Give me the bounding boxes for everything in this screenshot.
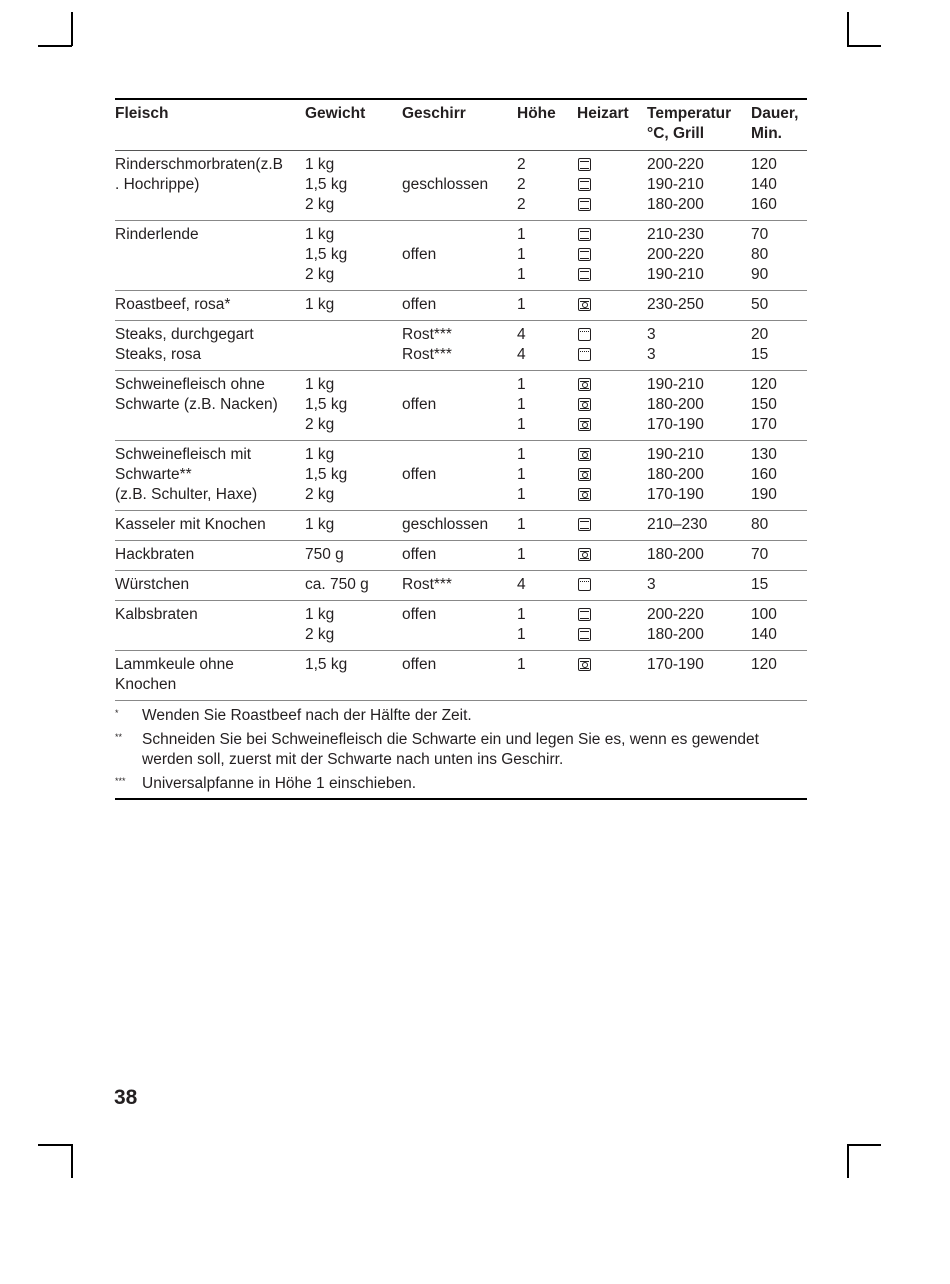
height-cell <box>517 571 577 601</box>
footnote <box>115 730 807 770</box>
temperature-value: 3 <box>647 326 656 343</box>
top-bottom-heat-icon <box>578 228 591 241</box>
heating-mode-line <box>577 445 637 465</box>
duration-value: 80 <box>751 246 769 263</box>
header-dish: Geschirr <box>402 100 517 151</box>
footnote-marker: ** <box>115 732 123 742</box>
temperature-value: 230-250 <box>647 296 704 313</box>
table-row <box>115 371 807 441</box>
fan-glyph <box>582 382 588 388</box>
circulating-air-fan-icon <box>578 378 591 391</box>
weight-value: 1,5 kg <box>305 396 348 413</box>
temperature-cell <box>647 601 751 651</box>
meat-cell <box>115 541 305 571</box>
temperature-value: 180-200 <box>647 626 704 643</box>
heating-mode-line <box>577 245 637 265</box>
height-value: 1 <box>517 656 526 673</box>
dish-value: offen <box>402 466 437 483</box>
duration-value: 70 <box>751 226 769 243</box>
circulating-air-fan-icon <box>578 298 591 311</box>
fan-glyph <box>582 302 588 308</box>
meat-label: Kalbsbraten <box>115 606 198 623</box>
height-value: 1 <box>517 376 526 393</box>
heating-mode-line <box>577 575 637 595</box>
weight-value: 1 kg <box>305 296 335 313</box>
meat-cell <box>115 441 305 511</box>
grill-icon <box>578 348 591 361</box>
dish-value: geschlossen <box>402 176 489 193</box>
meat-cell <box>115 321 305 371</box>
temperature-value: 180-200 <box>647 196 704 213</box>
meat-label: Schwarte (z.B. Nacken) <box>115 396 278 413</box>
weight-value: 1 kg <box>305 156 335 173</box>
meat-label: Schweinefleisch mit <box>115 446 252 463</box>
top-bottom-heat-icon <box>578 518 591 531</box>
temperature-value: 170-190 <box>647 486 704 503</box>
duration-cell <box>751 511 807 541</box>
duration-value: 120 <box>751 376 777 393</box>
dish-cell <box>402 541 517 571</box>
height-value: 1 <box>517 606 526 623</box>
footnote-text: Universalpfanne in Höhe 1 einschieben. <box>142 775 417 792</box>
heating-mode-line <box>577 295 637 315</box>
table-row <box>115 511 807 541</box>
duration-value: 150 <box>751 396 777 413</box>
heating-mode-cell <box>577 321 647 371</box>
heating-mode-line <box>577 155 637 175</box>
duration-cell <box>751 601 807 651</box>
top-bottom-heat-icon <box>578 198 591 211</box>
weight-value: 750 g <box>305 546 344 563</box>
heating-mode-line <box>577 625 637 645</box>
table-row <box>115 151 807 221</box>
temperature-value: 190-210 <box>647 176 704 193</box>
temperature-cell <box>647 441 751 511</box>
height-value: 1 <box>517 296 526 313</box>
heating-mode-cell <box>577 371 647 441</box>
meat-label: Roastbeef, rosa* <box>115 296 231 313</box>
height-cell <box>517 651 577 701</box>
height-value: 1 <box>517 396 526 413</box>
heating-mode-line <box>577 485 637 505</box>
heating-mode-line <box>577 225 637 245</box>
heating-mode-cell <box>577 291 647 321</box>
meat-label: Hackbraten <box>115 546 195 563</box>
weight-cell <box>305 441 402 511</box>
temperature-cell <box>647 321 751 371</box>
temperature-cell <box>647 221 751 291</box>
circulating-air-fan-icon <box>578 398 591 411</box>
weight-cell <box>305 511 402 541</box>
crop-mark-bottom-right-h <box>847 1144 881 1146</box>
height-cell <box>517 541 577 571</box>
table-row <box>115 221 807 291</box>
dish-value: Rost*** <box>402 576 452 593</box>
weight-value: 1 kg <box>305 516 335 533</box>
duration-value: 20 <box>751 326 769 343</box>
height-value: 2 <box>517 196 526 213</box>
temperature-value: 190-210 <box>647 376 704 393</box>
table-row <box>115 651 807 701</box>
height-cell <box>517 441 577 511</box>
dish-cell <box>402 321 517 371</box>
heating-mode-line <box>577 265 637 285</box>
heating-mode-line <box>577 415 637 435</box>
weight-cell <box>305 651 402 701</box>
grill-icon <box>578 328 591 341</box>
table-row <box>115 441 807 511</box>
heating-mode-line <box>577 375 637 395</box>
weight-cell <box>305 571 402 601</box>
heating-mode-line <box>577 195 637 215</box>
height-cell <box>517 601 577 651</box>
crop-mark-bottom-left-h <box>38 1144 72 1146</box>
heating-mode-line <box>577 515 637 535</box>
weight-value: ca. 750 g <box>305 576 369 593</box>
duration-value: 50 <box>751 296 769 313</box>
duration-cell <box>751 541 807 571</box>
weight-value: 2 kg <box>305 416 335 433</box>
weight-cell <box>305 151 402 221</box>
top-bottom-heat-icon <box>578 608 591 621</box>
crop-mark-top-right-v <box>847 12 849 46</box>
height-value: 1 <box>517 226 526 243</box>
meat-label: Würstchen <box>115 576 190 593</box>
footnote-text: Wenden Sie Roastbeef nach der Hälfte der Zeit. <box>142 707 472 724</box>
height-cell <box>517 511 577 541</box>
heating-mode-line <box>577 345 637 365</box>
duration-cell <box>751 371 807 441</box>
temperature-cell <box>647 371 751 441</box>
weight-value: 2 kg <box>305 196 335 213</box>
duration-value: 120 <box>751 656 777 673</box>
duration-value: 160 <box>751 196 777 213</box>
heating-mode-cell <box>577 221 647 291</box>
circulating-air-fan-icon <box>578 448 591 461</box>
dish-value: Rost*** <box>402 326 452 343</box>
duration-cell <box>751 291 807 321</box>
footnote-marker: * <box>115 708 119 718</box>
temperature-value: 180-200 <box>647 546 704 563</box>
weight-cell <box>305 541 402 571</box>
meat-cell <box>115 601 305 651</box>
temperature-value: 180-200 <box>647 466 704 483</box>
meat-label: . Hochrippe) <box>115 176 200 193</box>
height-cell <box>517 371 577 441</box>
duration-cell <box>751 221 807 291</box>
duration-value: 160 <box>751 466 777 483</box>
fan-glyph <box>582 552 588 558</box>
height-value: 1 <box>517 246 526 263</box>
crop-mark-top-left-h <box>38 45 72 47</box>
meat-label: Rinderschmorbraten(z.B <box>115 156 283 173</box>
heating-mode-line <box>577 175 637 195</box>
duration-cell <box>751 441 807 511</box>
header-meat: Fleisch <box>115 100 305 151</box>
grill-icon <box>578 578 591 591</box>
dish-value: offen <box>402 296 437 313</box>
duration-value: 170 <box>751 416 777 433</box>
temperature-cell <box>647 151 751 221</box>
height-cell <box>517 291 577 321</box>
footnotes <box>115 702 807 800</box>
temperature-cell <box>647 511 751 541</box>
heating-mode-cell <box>577 511 647 541</box>
heating-mode-line <box>577 655 637 675</box>
temperature-value: 3 <box>647 346 656 363</box>
circulating-air-fan-icon <box>578 548 591 561</box>
meat-label: Kasseler mit Knochen <box>115 516 266 533</box>
heating-mode-line <box>577 605 637 625</box>
heating-mode-line <box>577 465 637 485</box>
height-value: 4 <box>517 576 526 593</box>
height-value: 1 <box>517 626 526 643</box>
meat-cell <box>115 571 305 601</box>
roasting-table <box>115 98 807 701</box>
dish-cell <box>402 571 517 601</box>
table-row <box>115 321 807 371</box>
temperature-cell <box>647 541 751 571</box>
dish-value: offen <box>402 606 437 623</box>
dish-value: offen <box>402 246 437 263</box>
temperature-cell <box>647 571 751 601</box>
weight-value: 1,5 kg <box>305 246 348 263</box>
meat-label: Steaks, rosa <box>115 346 202 363</box>
page-number: 38 <box>114 1086 138 1109</box>
dish-value: offen <box>402 656 437 673</box>
weight-value: 1,5 kg <box>305 466 348 483</box>
weight-value: 2 kg <box>305 626 335 643</box>
height-value: 1 <box>517 266 526 283</box>
dish-cell <box>402 221 517 291</box>
duration-value: 70 <box>751 546 769 563</box>
weight-cell <box>305 321 402 371</box>
meat-cell <box>115 651 305 701</box>
height-value: 1 <box>517 446 526 463</box>
height-value: 4 <box>517 346 526 363</box>
height-value: 1 <box>517 486 526 503</box>
header-duration: Dauer, Min. <box>751 100 807 151</box>
dish-value: Rost*** <box>402 346 452 363</box>
duration-value: 80 <box>751 516 769 533</box>
duration-value: 190 <box>751 486 777 503</box>
heating-mode-cell <box>577 151 647 221</box>
crop-mark-bottom-right-v <box>847 1144 849 1178</box>
fan-glyph <box>582 492 588 498</box>
meat-cell <box>115 221 305 291</box>
height-value: 2 <box>517 176 526 193</box>
table-row <box>115 571 807 601</box>
height-value: 4 <box>517 326 526 343</box>
weight-value: 2 kg <box>305 266 335 283</box>
duration-value: 140 <box>751 176 777 193</box>
heating-mode-cell <box>577 441 647 511</box>
meat-label: (z.B. Schulter, Haxe) <box>115 486 258 503</box>
fan-glyph <box>582 472 588 478</box>
table-row <box>115 601 807 651</box>
duration-value: 15 <box>751 346 769 363</box>
height-value: 1 <box>517 516 526 533</box>
weight-cell <box>305 221 402 291</box>
temperature-value: 180-200 <box>647 396 704 413</box>
meat-label: Knochen <box>115 676 177 693</box>
table-header-row <box>115 100 807 151</box>
heating-mode-line <box>577 325 637 345</box>
top-bottom-heat-icon <box>578 268 591 281</box>
weight-value: 1,5 kg <box>305 656 348 673</box>
height-cell <box>517 221 577 291</box>
dish-value: offen <box>402 396 437 413</box>
height-value: 2 <box>517 156 526 173</box>
height-cell <box>517 321 577 371</box>
dish-cell <box>402 291 517 321</box>
duration-value: 15 <box>751 576 769 593</box>
duration-value: 120 <box>751 156 777 173</box>
temperature-value: 190-210 <box>647 266 704 283</box>
heating-mode-cell <box>577 651 647 701</box>
duration-value: 130 <box>751 446 777 463</box>
footnote-text: Schneiden Sie bei Schweinefleisch die Schwarte ein und legen Sie es, wenn es gewendet werden soll, zuerst mit der Schwarte nach unten ins Geschirr. <box>142 731 759 768</box>
height-value: 1 <box>517 466 526 483</box>
dish-cell <box>402 511 517 541</box>
meat-label: Schweinefleisch ohne <box>115 376 265 393</box>
temperature-cell <box>647 651 751 701</box>
meat-cell <box>115 291 305 321</box>
weight-value: 1 kg <box>305 226 335 243</box>
weight-value: 1,5 kg <box>305 176 348 193</box>
temperature-value: 200-220 <box>647 246 704 263</box>
height-cell <box>517 151 577 221</box>
fan-glyph <box>582 422 588 428</box>
crop-mark-top-right-h <box>847 45 881 47</box>
top-bottom-heat-icon <box>578 158 591 171</box>
temperature-value: 210-230 <box>647 226 704 243</box>
footnote-marker: *** <box>115 776 126 786</box>
heating-mode-cell <box>577 601 647 651</box>
weight-value: 2 kg <box>305 486 335 503</box>
header-heating-mode: Heizart <box>577 100 647 151</box>
footnote <box>115 706 807 726</box>
temperature-value: 200-220 <box>647 606 704 623</box>
temperature-value: 200-220 <box>647 156 704 173</box>
circulating-air-fan-icon <box>578 658 591 671</box>
duration-cell <box>751 651 807 701</box>
crop-mark-top-left-v <box>71 12 73 46</box>
weight-cell <box>305 601 402 651</box>
weight-value: 1 kg <box>305 606 335 623</box>
height-value: 1 <box>517 546 526 563</box>
dish-cell <box>402 371 517 441</box>
temperature-cell <box>647 291 751 321</box>
table-row <box>115 541 807 571</box>
heating-mode-cell <box>577 541 647 571</box>
weight-cell <box>305 291 402 321</box>
meat-cell <box>115 371 305 441</box>
temperature-value: 3 <box>647 576 656 593</box>
header-height: Höhe <box>517 100 577 151</box>
meat-cell <box>115 151 305 221</box>
crop-mark-bottom-left-v <box>71 1144 73 1178</box>
dish-cell <box>402 601 517 651</box>
table-body <box>115 151 807 701</box>
duration-cell <box>751 151 807 221</box>
weight-value: 1 kg <box>305 376 335 393</box>
meat-label: Schwarte** <box>115 466 192 483</box>
dish-value: offen <box>402 546 437 563</box>
heating-mode-line <box>577 545 637 565</box>
footnote <box>115 774 807 794</box>
temperature-value: 210–230 <box>647 516 708 533</box>
duration-cell <box>751 571 807 601</box>
duration-value: 140 <box>751 626 777 643</box>
temperature-value: 190-210 <box>647 446 704 463</box>
temperature-value: 170-190 <box>647 656 704 673</box>
weight-cell <box>305 371 402 441</box>
duration-value: 90 <box>751 266 769 283</box>
top-bottom-heat-icon <box>578 628 591 641</box>
heating-mode-line <box>577 395 637 415</box>
meat-label: Rinderlende <box>115 226 199 243</box>
dish-value: geschlossen <box>402 516 489 533</box>
height-value: 1 <box>517 416 526 433</box>
duration-cell <box>751 321 807 371</box>
weight-value: 1 kg <box>305 446 335 463</box>
circulating-air-fan-icon <box>578 488 591 501</box>
duration-value: 100 <box>751 606 777 623</box>
top-bottom-heat-icon <box>578 178 591 191</box>
heating-mode-cell <box>577 571 647 601</box>
dish-cell <box>402 151 517 221</box>
meat-label: Lammkeule ohne <box>115 656 234 673</box>
circulating-air-fan-icon <box>578 418 591 431</box>
circulating-air-fan-icon <box>578 468 591 481</box>
fan-glyph <box>582 662 588 668</box>
fan-glyph <box>582 402 588 408</box>
fan-glyph <box>582 452 588 458</box>
dish-cell <box>402 651 517 701</box>
meat-cell <box>115 511 305 541</box>
table-row <box>115 291 807 321</box>
top-bottom-heat-icon <box>578 248 591 261</box>
header-weight: Gewicht <box>305 100 402 151</box>
dish-cell <box>402 441 517 511</box>
meat-label: Steaks, durchgegart <box>115 326 254 343</box>
temperature-value: 170-190 <box>647 416 704 433</box>
header-temperature: Temperatur °C, Grill <box>647 100 751 151</box>
